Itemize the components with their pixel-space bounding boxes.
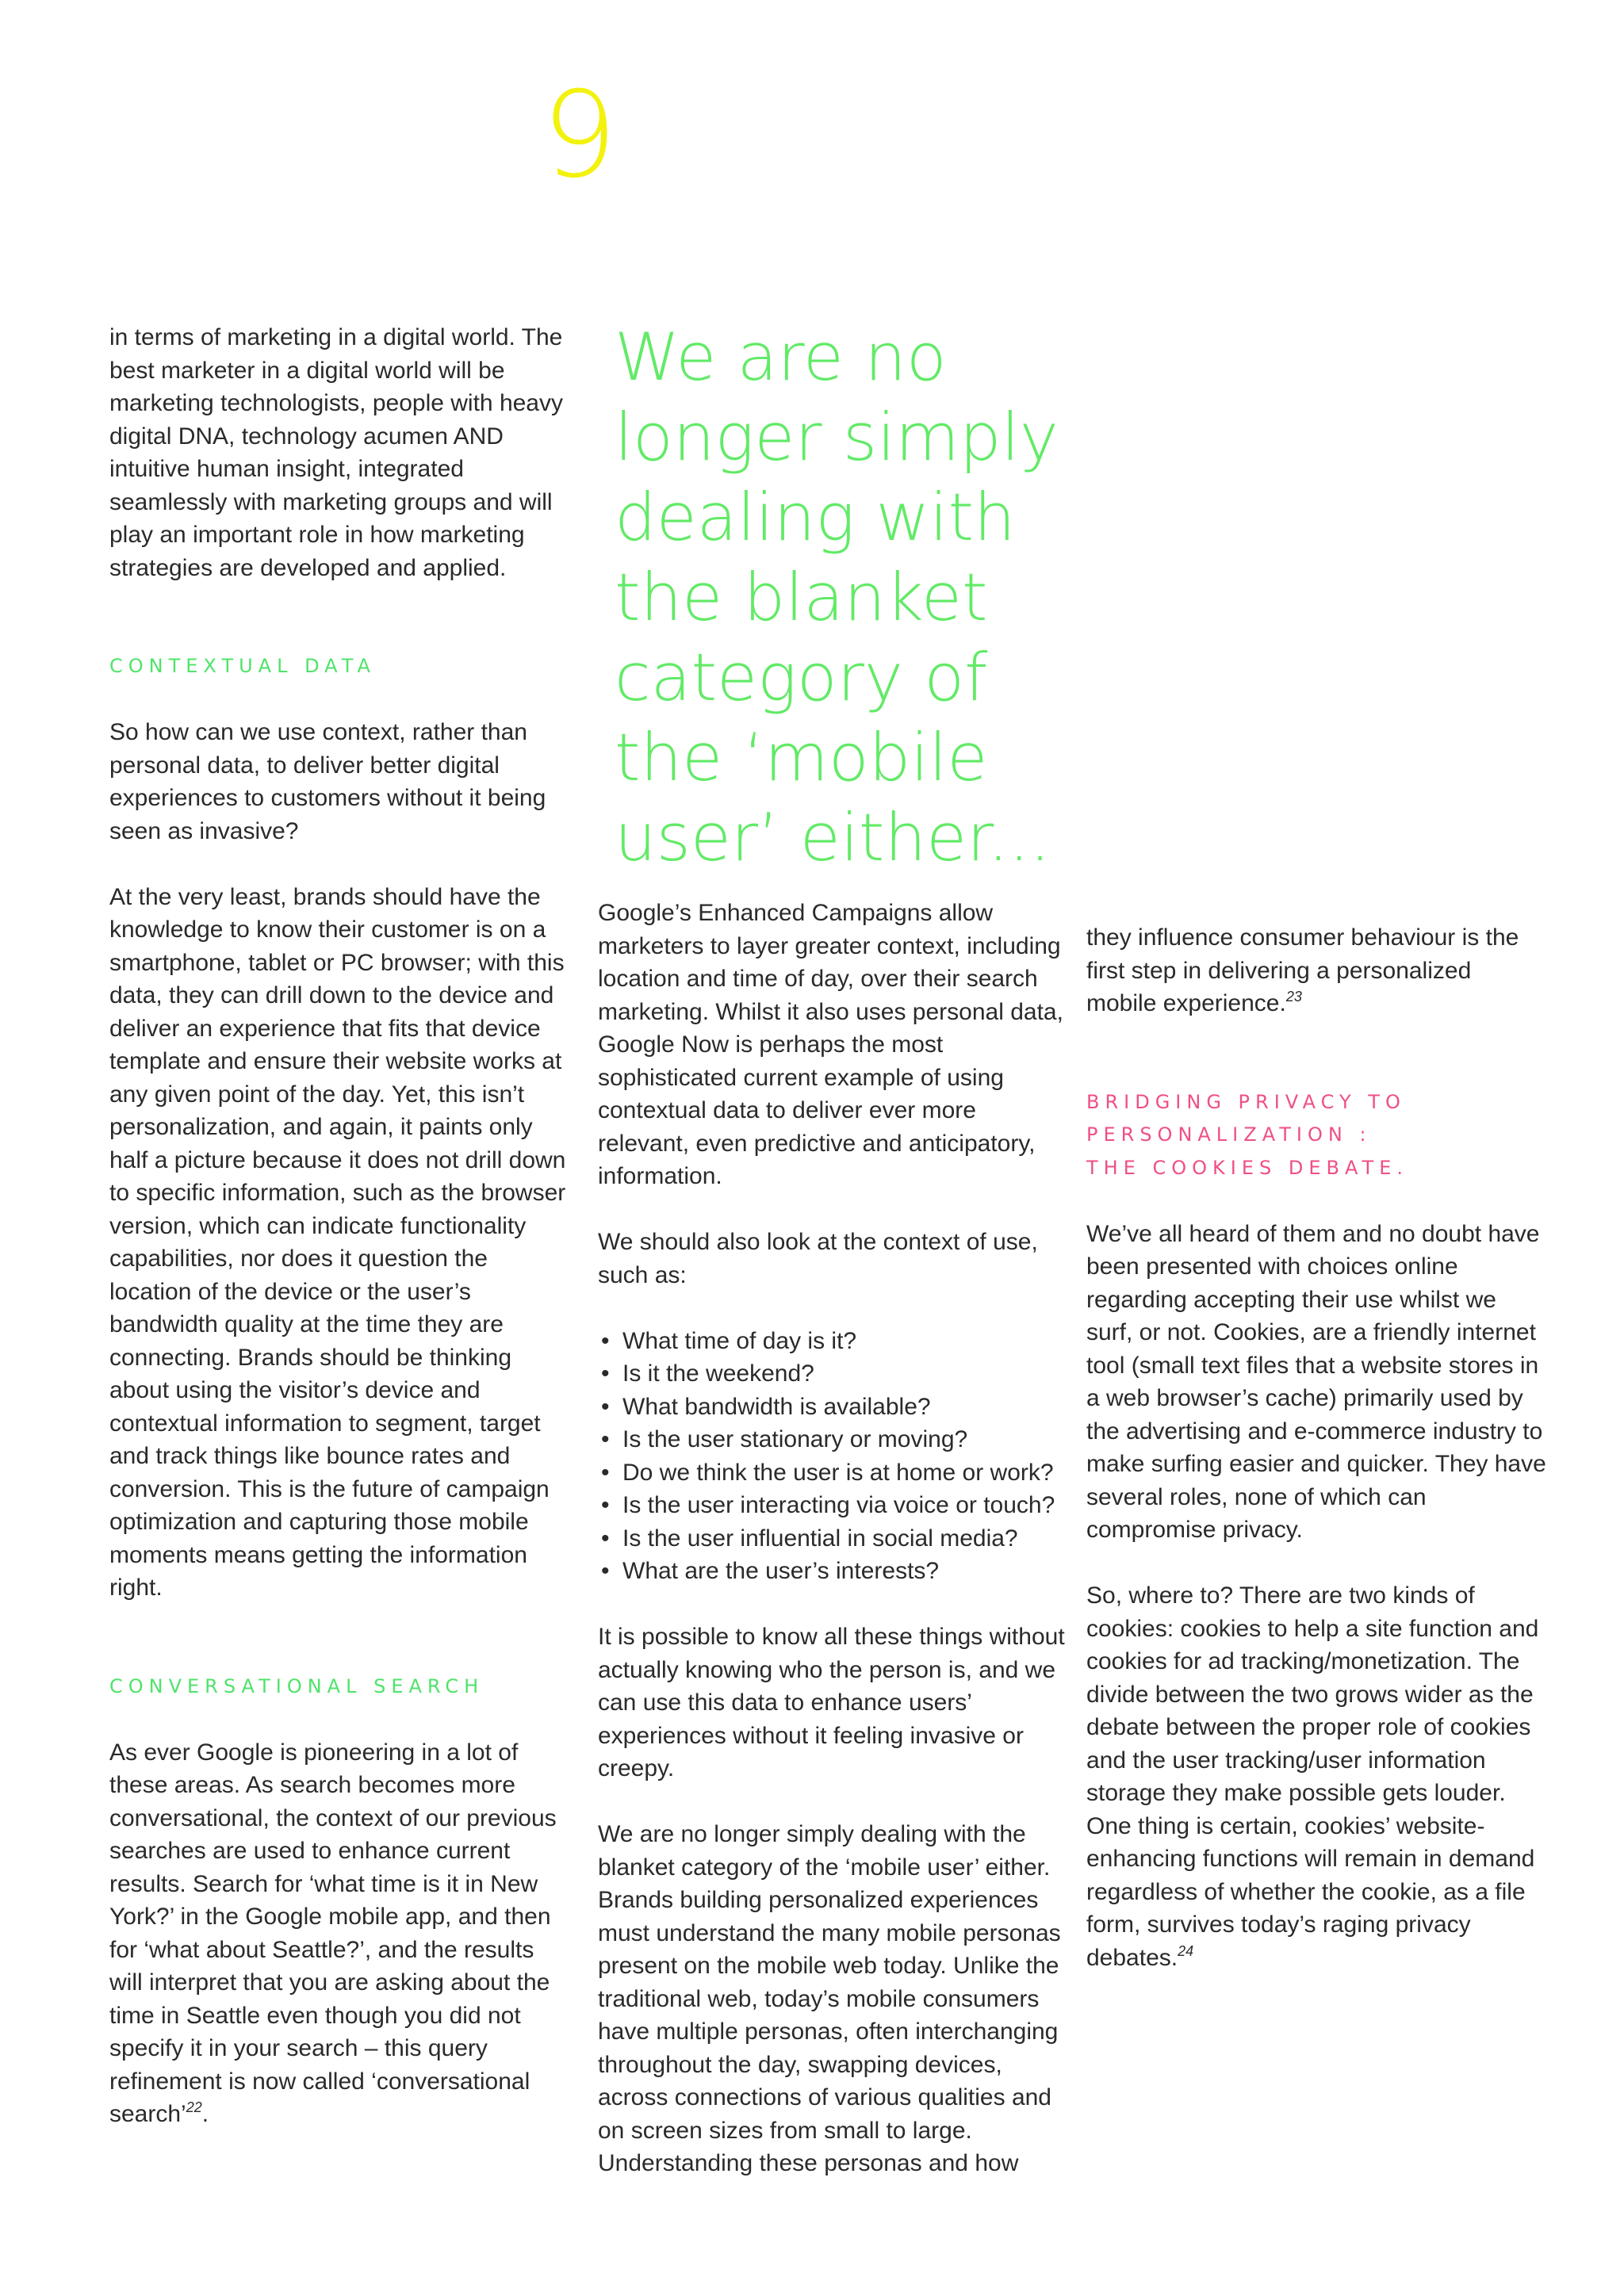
list-item: • Is the user interacting via voice or touch? bbox=[598, 1489, 1066, 1522]
cookies-paragraph-2 bbox=[1086, 1579, 1546, 1974]
footnote-ref-22: 22 bbox=[186, 2099, 202, 2115]
list-item: • What bandwidth is available? bbox=[598, 1391, 1066, 1424]
consumer-behaviour-text: they influence consumer behaviour is the first step in delivering a personalized mobile experience. bbox=[1086, 924, 1519, 1016]
list-item: • Is the user influential in social media? bbox=[598, 1522, 1066, 1556]
contextual-paragraph-1: So how can we use context, rather than personal data, to deliver better digital experiences to customers without it being seen as invasive? bbox=[109, 719, 546, 844]
heading-cookies-debate bbox=[1086, 1086, 1546, 1185]
heading-conversational-search: CONVERSATIONAL SEARCH bbox=[109, 1674, 485, 1697]
cookies-text: So, where to? There are two kinds of cookies: cookies to help a site function and cookies for ad tracking/monetization. The divide between the two grows wider as the debate between the proper role of cookies and the user tracking/user information storage they make possible gets louder. One thing is certain, cookies’ website-enhancing functions will remain in demand regardless of whether the cookie, as a file form, survives today’s raging privacy debates. bbox=[1086, 1582, 1539, 1971]
list-item: • What time of day is it? bbox=[598, 1325, 1066, 1358]
contextual-paragraph-2: At the very least, brands should have the knowledge to know their customer is on a smartphone, tablet or PC browser; with this data, they can drill down to the device and deliver an experience that fits that device template and ensure their website works at any given point of the day. Yet, this isn’t personalization, and again, it paints only half a picture because it does not drill down to specific information, such as the browser version, which can indicate functionality capabilities, nor does it question the location of the device or the user’s bandwidth quality at the time they are connecting. Brands should be thinking about using the visitor’s device and contextual information to segment, target and track things like bounce rates and conversion. This is the future of campaign optimization and capturing those mobile moments means getting the information right. bbox=[109, 883, 566, 1601]
list-item: • What are the user’s interests? bbox=[598, 1555, 1066, 1588]
column-middle bbox=[598, 897, 1066, 2213]
page-number: 9 bbox=[542, 67, 618, 205]
enhanced-campaigns-paragraph: Google’s Enhanced Campaigns allow marketers to layer greater context, including location and time of day, over their search marketing. Whilst it also uses personal data, Google Now is perhaps the most sophisticated current example of using contextual data to deliver ever more relevant, even predictive and anticipatory, information. bbox=[598, 900, 1063, 1189]
column-left bbox=[109, 321, 569, 2164]
conversational-end: . bbox=[201, 2101, 209, 2127]
mobile-personas-paragraph: We are no longer simply dealing with the blanket category of the ‘mobile user’ either. Brands building personalized experiences must understand the many mobile personas present on the mobile web today. Unlike the traditional web, today’s mobile consumers have multiple personas, often interchanging throughout the day, swapping devices, across connections of various qualities and on screen sizes from small to large. Understanding these personas and how bbox=[598, 1821, 1061, 2176]
footnote-ref-23: 23 bbox=[1285, 989, 1302, 1004]
heading-line: BRIDGING PRIVACY TO bbox=[1086, 1090, 1406, 1113]
heading-contextual-data: CONTEXTUAL DATA bbox=[109, 655, 376, 677]
list-item: • Do we think the user is at home or work? bbox=[598, 1456, 1066, 1490]
conversational-paragraph bbox=[109, 1736, 569, 2131]
list-item: • Is it the weekend? bbox=[598, 1357, 1066, 1391]
heading-line: PERSONALIZATION : bbox=[1086, 1123, 1372, 1146]
possible-to-know-paragraph: It is possible to know all these things without actually knowing who the person is, and we can use this data to enhance users’ experiences without it feeling invasive or creepy. bbox=[598, 1624, 1065, 1781]
intro-paragraph: in terms of marketing in a digital world. The best marketer in a digital world will be marketing technologists, people with heavy digital DNA, technology acumen AND intuitive human insight, integrated seamlessly with marketing groups and will play an important role in how marketing strategies are developed and applied. bbox=[109, 324, 563, 581]
list-item: • Is the user stationary or moving? bbox=[598, 1423, 1066, 1456]
heading-line: THE COOKIES DEBATE. bbox=[1086, 1156, 1408, 1179]
footnote-ref-24: 24 bbox=[1178, 1942, 1194, 1959]
pull-quote: We are no longer simply dealing with the blanket category of the ‘mobile user’ either... bbox=[615, 319, 1059, 876]
conversational-text: As ever Google is pioneering in a lot of these areas. As search becomes more conversational, the context of our previous searches are used to enhance current results. Search for ‘what time is it in New York?’ in the Google mobile app, and then for ‘what about Seattle?’, and the results will interpret that you are asking about the time in Seattle even though you did not specify it in your search – this query refinement is now called ‘conversational search’ bbox=[109, 1739, 557, 2127]
consumer-behaviour-paragraph bbox=[1086, 921, 1546, 1020]
context-of-use-paragraph: We should also look at the context of use, such as: bbox=[598, 1229, 1038, 1288]
column-right bbox=[1086, 921, 1546, 2007]
cookies-paragraph-1: We’ve all heard of them and no doubt have been presented with choices online regarding accepting their use whilst we surf, or not. Cookies, are a friendly internet tool (small text files that a website stores in a web browser’s cache) primarily used by the advertising and e-commerce industry to make surfing easier and quicker. They have several roles, none of which can compromise privacy. bbox=[1086, 1220, 1546, 1543]
context-questions-list bbox=[598, 1325, 1066, 1588]
